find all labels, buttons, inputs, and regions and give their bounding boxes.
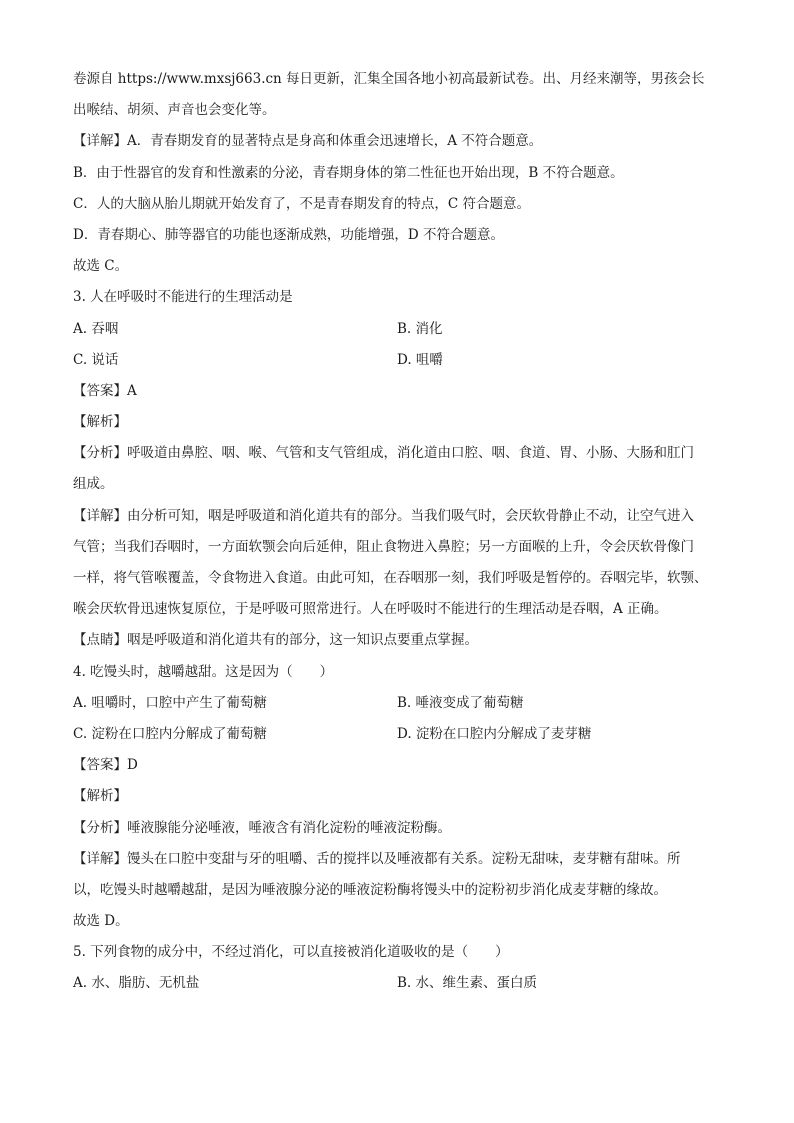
- q5-option-a: A. 水、脂肪、无机盐: [73, 975, 200, 992]
- answer-value: D: [127, 757, 138, 774]
- q5-stem: 5. 下列食物的成分中，不经过消化，可以直接被消化道吸收的是（ ）: [73, 944, 509, 961]
- q5-options-row-1: [73, 968, 733, 999]
- q3-stem: 3. 人在呼吸时不能进行的生理活动是: [73, 289, 293, 306]
- q3-fenxi-1: [73, 438, 733, 469]
- q3-xiangjie-2: 气管；当我们吞咽时，一方面软颚会向后延伸，阻止食物进入鼻腔；另一方面喉的上升，令会厌软骨像门: [73, 538, 694, 555]
- q2-detail-b: B．由于性器官的发育和性激素的分泌，青春期身体的第二性征也开始出现，B 不符合题意。: [73, 164, 624, 181]
- document-body: [73, 64, 733, 1000]
- xiangjie-text: 馒头在口腔中变甜与牙的咀嚼、舌的搅拌以及唾液都有关系。淀粉无甜味，麦芽糖有甜味。所: [127, 850, 681, 867]
- q3-options-row-2: [73, 345, 733, 376]
- xiangjie-label: 【详解】: [73, 507, 127, 524]
- q2-detail-c: C．人的大脑从胎儿期就开始发育了，不是青春期发育的特点，C 符合题意。: [73, 195, 530, 212]
- q3-dianjing: [73, 625, 733, 656]
- q3-answer: [73, 376, 733, 407]
- dianjing-label: 【点睛】: [73, 632, 127, 649]
- answer-label: 【答案】: [73, 382, 127, 399]
- q3-xiangjie-1: [73, 501, 733, 532]
- q3-option-a: A. 吞咽: [73, 320, 119, 337]
- q4-option-b: B. 唾液变成了葡萄糖: [397, 694, 524, 711]
- fenxi-label: 【分析】: [73, 445, 127, 462]
- q2-detail-d: D．青春期心、肺等器官的功能也逐渐成熟，功能增强，D 不符合题意。: [73, 226, 504, 243]
- q4-xiangjie-2: 以，吃馒头时越嚼越甜，是因为唾液腺分泌的唾液淀粉酶将馒头中的淀粉初步消化成麦芽糖的缘故。: [73, 881, 667, 898]
- q4-option-a: A. 咀嚼时，口腔中产生了葡萄糖: [73, 694, 267, 711]
- xiangjie-text: 由分析可知，咽是呼吸道和消化道共有的部分。当我们吸气时，会厌软骨静止不动，让空气进入: [127, 507, 694, 524]
- q4-answer: [73, 750, 733, 781]
- q3-option-b: B. 消化: [397, 320, 443, 337]
- dianjing-text: 咽是呼吸道和消化道共有的部分，这一知识点要重点掌握。: [127, 632, 478, 649]
- fenxi-label: 【分析】: [73, 819, 127, 836]
- detail-label: 【详解】: [73, 133, 127, 150]
- q4-xiangjie-1: [73, 844, 733, 875]
- q2-previous-text: 出喉结、胡须、声音也会变化等。: [73, 102, 276, 119]
- q3-xiangjie-4: 喉会厌软骨迅速恢复原位，于是呼吸可照常进行。人在呼吸时不能进行的生理活动是吞咽，A 正确。: [73, 601, 668, 618]
- q4-choose: 故选 D。: [73, 913, 129, 930]
- q4-options-row-1: [73, 688, 733, 719]
- q4-analysis-label: 【解析】: [73, 788, 127, 805]
- answer-value: A: [127, 382, 137, 399]
- q2-choose: 故选 C。: [73, 258, 129, 275]
- detail-text: A．青春期发育的显著特点是身高和体重会迅速增长，A 不符合题意。: [127, 133, 543, 150]
- q3-option-d: D. 咀嚼: [397, 351, 443, 368]
- fenxi-text: 唾液腺能分泌唾液，唾液含有消化淀粉的唾液淀粉酶。: [127, 819, 451, 836]
- q4-stem: 4. 吃馒头时，越嚼越甜。这是因为（ ）: [73, 663, 334, 680]
- q3-analysis-label: 【解析】: [73, 414, 127, 431]
- q4-fenxi: [73, 813, 733, 844]
- q3-options-row-1: [73, 314, 733, 345]
- q3-option-c: C. 说话: [73, 351, 119, 368]
- q3-xiangjie-3: 一样，将气管喉覆盖，令食物进入食道。由此可知，在吞咽那一刻，我们呼吸是暂停的。吞咽完毕，软颚、: [73, 570, 708, 586]
- q4-option-d: D. 淀粉在口腔内分解成了麦芽糖: [397, 725, 592, 742]
- q3-fenxi-2: 组成。: [73, 476, 114, 493]
- source-header-line: 卷源自 https://www.mxsj663.cn 每日更新，汇集全国各地小初高最新试卷。出、月经来潮等，男孩会长: [73, 71, 705, 87]
- answer-label: 【答案】: [73, 757, 127, 774]
- q4-option-c: C. 淀粉在口腔内分解成了葡萄糖: [73, 725, 267, 742]
- xiangjie-label: 【详解】: [73, 850, 127, 867]
- q4-options-row-2: [73, 719, 733, 750]
- q2-detail-a: [73, 126, 733, 157]
- fenxi-text: 呼吸道由鼻腔、咽、喉、气管和支气管组成，消化道由口腔、咽、食道、胃、小肠、大肠和肛门: [127, 445, 694, 462]
- q5-option-b: B. 水、维生素、蛋白质: [397, 975, 538, 992]
